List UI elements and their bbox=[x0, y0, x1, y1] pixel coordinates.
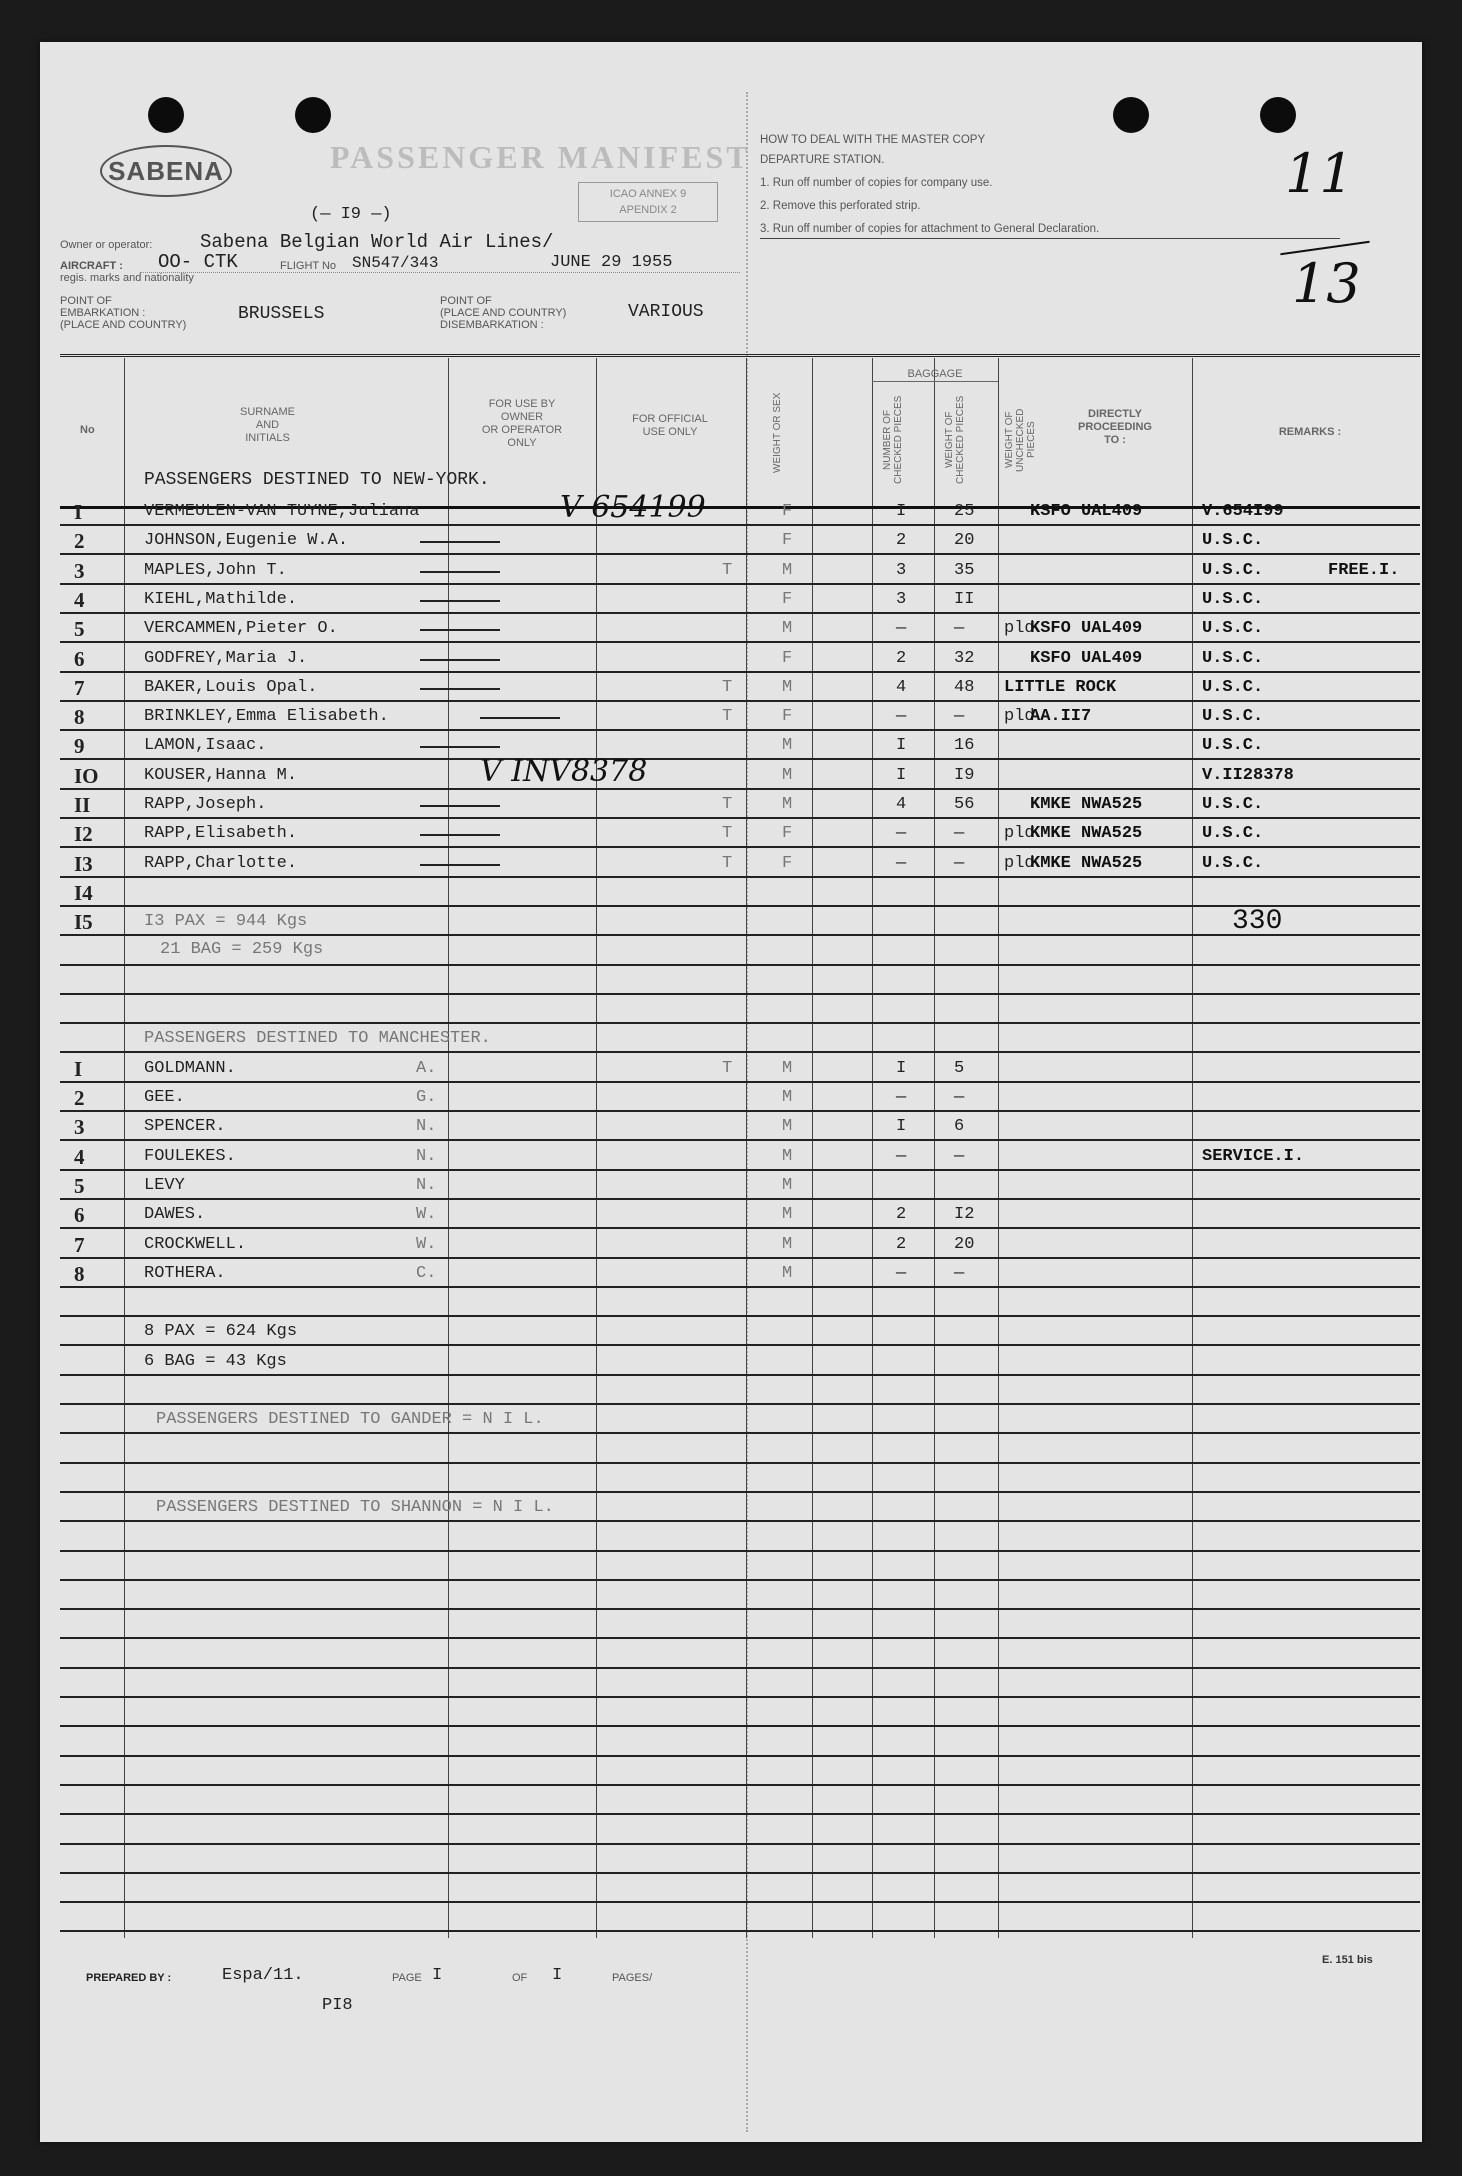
passenger-name: RAPP,Charlotte. bbox=[144, 853, 298, 873]
passenger-initial: N. bbox=[416, 1117, 437, 1137]
col-header-checked-weight: WEIGHT OF CHECKED PIECES bbox=[944, 395, 966, 485]
col-header-surname: SURNAME AND INITIALS bbox=[240, 406, 296, 444]
checked-pieces: 4 bbox=[896, 795, 907, 814]
disembark-label: POINT OF (PLACE AND COUNTRY) DISEMBARKATION : bbox=[440, 295, 567, 331]
checked-pieces: 2 bbox=[896, 531, 907, 551]
passenger-sex: F bbox=[782, 502, 793, 521]
passenger-name: I3 PAX = 944 Kgs bbox=[144, 912, 308, 932]
checked-pieces: — bbox=[896, 853, 907, 873]
checked-weight: — bbox=[954, 1146, 965, 1166]
remarks: U.S.C. bbox=[1202, 677, 1264, 697]
remarks: U.S.C. bbox=[1202, 648, 1264, 668]
form-title: PASSENGER MANIFEST bbox=[330, 139, 751, 175]
row-rule bbox=[60, 553, 1420, 555]
row-rule bbox=[60, 583, 1420, 585]
instruction-2: 2. Remove this perforated strip. bbox=[760, 200, 921, 212]
pen-stroke bbox=[420, 600, 500, 602]
checked-pieces: I bbox=[896, 765, 907, 785]
passenger-sex: M bbox=[782, 1146, 793, 1166]
row-number: 3 bbox=[74, 1115, 85, 1140]
pen-stroke bbox=[420, 834, 500, 836]
passenger-name: LAMON,Isaac. bbox=[144, 736, 267, 756]
row-rule bbox=[60, 934, 1420, 936]
aircraft-underline bbox=[140, 272, 740, 273]
pen-stroke bbox=[420, 629, 500, 631]
row-rule bbox=[60, 1901, 1420, 1903]
row-rule bbox=[60, 1637, 1420, 1639]
punch-hole-1 bbox=[148, 97, 184, 133]
passenger-sex: M bbox=[782, 619, 793, 639]
handwritten-page-total: 13 bbox=[1292, 252, 1361, 315]
proceeding-to: KSFO UAL409 bbox=[1030, 648, 1143, 668]
pen-stroke bbox=[420, 688, 500, 690]
remarks: V.II28378 bbox=[1202, 765, 1294, 785]
passenger-name: VERCAMMEN,Pieter O. bbox=[144, 619, 338, 639]
row-rule bbox=[60, 524, 1420, 526]
row-number: 2 bbox=[74, 529, 85, 554]
aircraft-label: AIRCRAFT : bbox=[60, 260, 123, 272]
checked-weight: II bbox=[954, 589, 975, 609]
checked-weight: 16 bbox=[954, 736, 975, 756]
checked-weight: — bbox=[954, 853, 965, 873]
row-number: I2 bbox=[74, 822, 93, 847]
passenger-sex: M bbox=[782, 1058, 793, 1078]
passenger-name: ROTHERA. bbox=[144, 1263, 226, 1283]
pen-stroke bbox=[420, 659, 500, 661]
bag-summary: 6 BAG = 43 Kgs bbox=[144, 1351, 287, 1371]
passenger-sex: F bbox=[782, 853, 793, 873]
passenger-sex: M bbox=[782, 1205, 793, 1225]
remarks: U.S.C. bbox=[1202, 707, 1264, 727]
prepared-label: PREPARED BY : bbox=[86, 1972, 172, 1984]
proceeding-to: KMKE NWA525 bbox=[1030, 853, 1143, 873]
proceeding-to: KMKE NWA525 bbox=[1030, 824, 1143, 844]
col-header-sex: WEIGHT OR SEX bbox=[772, 392, 783, 474]
row-rule bbox=[60, 612, 1420, 614]
passenger-sex: F bbox=[782, 707, 793, 727]
checked-weight: 6 bbox=[954, 1117, 965, 1137]
row-rule bbox=[60, 1520, 1420, 1522]
passenger-sex: M bbox=[782, 1117, 793, 1137]
col-line-pcs bbox=[872, 358, 873, 1938]
row-rule bbox=[60, 993, 1420, 995]
row-number: 5 bbox=[74, 1173, 85, 1198]
section3-heading: PASSENGERS DESTINED TO GANDER = N I L. bbox=[156, 1410, 544, 1430]
passenger-initial: W. bbox=[416, 1234, 437, 1254]
proceeding-to: LITTLE ROCK bbox=[1004, 677, 1117, 697]
embark-label: POINT OF EMBARKATION : (PLACE AND COUNTRY) bbox=[60, 295, 187, 331]
passenger-name: RAPP,Elisabeth. bbox=[144, 824, 298, 844]
row-rule bbox=[60, 1081, 1420, 1083]
transit-mark: T bbox=[722, 824, 733, 844]
passenger-name: FOULEKES. bbox=[144, 1146, 236, 1166]
instruction-divider bbox=[760, 238, 1340, 239]
passenger-sex: M bbox=[782, 795, 793, 814]
col-line-name bbox=[448, 358, 449, 1938]
unchecked-note: pld bbox=[1004, 853, 1035, 873]
passenger-name: KIEHL,Mathilde. bbox=[144, 589, 298, 609]
remarks: U.S.C. bbox=[1202, 853, 1264, 873]
transit-mark: T bbox=[722, 560, 733, 580]
row-number: 7 bbox=[74, 1232, 85, 1257]
pax-summary: 8 PAX = 624 Kgs bbox=[144, 1322, 298, 1342]
passenger-sex: M bbox=[782, 1175, 793, 1195]
checked-pieces: I bbox=[896, 502, 907, 521]
row-rule bbox=[60, 1843, 1420, 1845]
row-rule bbox=[60, 1725, 1420, 1727]
handwritten-visa-note: V 654199 bbox=[560, 490, 706, 525]
row-rule bbox=[60, 1198, 1420, 1200]
checked-pieces: — bbox=[896, 824, 907, 844]
passenger-sex: M bbox=[782, 1263, 793, 1283]
page-value: I bbox=[432, 1966, 443, 1985]
section4-heading: PASSENGERS DESTINED TO SHANNON = N I L. bbox=[156, 1498, 554, 1518]
col-line-sex bbox=[812, 358, 813, 1938]
passenger-initial: W. bbox=[416, 1205, 437, 1225]
pen-stroke bbox=[420, 571, 500, 573]
manifest-table bbox=[60, 358, 1420, 1938]
checked-pieces: — bbox=[896, 707, 907, 727]
passenger-sex: F bbox=[782, 589, 793, 609]
passenger-sex: M bbox=[782, 1234, 793, 1254]
unchecked-note: pld bbox=[1004, 824, 1035, 844]
proceeding-to: KSFO UAL409 bbox=[1030, 619, 1143, 639]
row-rule bbox=[60, 1257, 1420, 1259]
row-rule bbox=[60, 1169, 1420, 1171]
passenger-name: MAPLES,John T. bbox=[144, 560, 287, 580]
sabena-logo: SABENA bbox=[100, 145, 232, 197]
col-line-unc bbox=[998, 358, 999, 1938]
checked-weight: 20 bbox=[954, 531, 975, 551]
row-rule bbox=[60, 905, 1420, 907]
row-rule bbox=[60, 1051, 1420, 1053]
checked-pieces: — bbox=[896, 1263, 907, 1283]
row-rule bbox=[60, 1872, 1420, 1874]
row-number: 2 bbox=[74, 1086, 85, 1110]
checked-pieces: — bbox=[896, 1088, 907, 1107]
flight-date: JUNE 29 1955 bbox=[550, 253, 673, 272]
proceeding-to: KSFO UAL409 bbox=[1030, 502, 1143, 521]
checked-weight: 5 bbox=[954, 1058, 965, 1078]
proceeding-to: AA.II7 bbox=[1030, 707, 1092, 727]
passenger-name: GEE. bbox=[144, 1088, 185, 1107]
flight-label: FLIGHT No bbox=[280, 260, 337, 272]
col-header-remarks: REMARKS : bbox=[1278, 426, 1342, 438]
passenger-initial: C. bbox=[416, 1263, 437, 1283]
bag-summary: 21 BAG = 259 Kgs bbox=[160, 939, 324, 959]
passenger-initial: A. bbox=[416, 1058, 437, 1078]
passenger-sex: F bbox=[782, 648, 793, 668]
passenger-name: VERMEULEN-VAN TUYNE,Juliana bbox=[144, 502, 420, 521]
row-rule bbox=[60, 641, 1420, 643]
passenger-initial: N. bbox=[416, 1175, 437, 1195]
passenger-sex: M bbox=[782, 677, 793, 697]
row-rule bbox=[60, 1374, 1420, 1376]
passenger-initial: G. bbox=[416, 1088, 437, 1107]
col-header-official: FOR OFFICIAL USE ONLY bbox=[632, 413, 708, 438]
checked-pieces: 4 bbox=[896, 677, 907, 697]
row-rule bbox=[60, 671, 1420, 673]
col-header-unchecked-weight: WEIGHT OF UNCHECKED PIECES bbox=[1004, 408, 1037, 472]
of-label: OF bbox=[512, 1972, 528, 1984]
row-rule bbox=[60, 1930, 1420, 1932]
row-rule bbox=[60, 964, 1420, 966]
passenger-sex: M bbox=[782, 765, 793, 785]
form-code: E. 151 bis bbox=[1322, 1954, 1373, 1966]
remarks: U.S.C. bbox=[1202, 589, 1264, 609]
free-note: FREE.I. bbox=[1328, 560, 1400, 580]
section2-heading: PASSENGERS DESTINED TO MANCHESTER. bbox=[144, 1029, 491, 1049]
col-header-baggage: BAGGAGE bbox=[872, 368, 998, 382]
checked-pieces: 2 bbox=[896, 648, 907, 668]
row-number: 9 bbox=[74, 734, 85, 759]
transit-mark: T bbox=[722, 707, 733, 727]
punch-hole-3 bbox=[1113, 97, 1149, 133]
row-rule bbox=[60, 1696, 1420, 1698]
passenger-name: KOUSER,Hanna M. bbox=[144, 765, 298, 785]
row-number: I3 bbox=[74, 851, 93, 876]
row-rule bbox=[60, 788, 1420, 790]
checked-weight: — bbox=[954, 619, 965, 639]
pen-stroke bbox=[420, 864, 500, 866]
row-number: I bbox=[74, 1056, 83, 1081]
passenger-sex: M bbox=[782, 560, 793, 580]
aircraft-value: OO- CTK bbox=[158, 251, 238, 273]
checked-weight: 25 bbox=[954, 502, 975, 521]
unchecked-note: pld bbox=[1004, 707, 1035, 727]
row-rule bbox=[60, 1286, 1420, 1288]
proceeding-to: KMKE NWA525 bbox=[1030, 795, 1143, 814]
pages-label: PAGES/ bbox=[612, 1972, 653, 1984]
row-rule bbox=[60, 1667, 1420, 1669]
pen-stroke bbox=[480, 717, 560, 719]
footer-code: PI8 bbox=[322, 1996, 353, 2015]
checked-pieces: 3 bbox=[896, 560, 907, 580]
row-number: 4 bbox=[74, 1144, 85, 1169]
row-number: I5 bbox=[74, 910, 93, 935]
checked-weight: 32 bbox=[954, 648, 975, 668]
row-rule bbox=[60, 729, 1420, 731]
row-number: 6 bbox=[74, 646, 85, 671]
row-rule bbox=[60, 1550, 1420, 1552]
punch-hole-4 bbox=[1260, 97, 1296, 133]
instruction-heading: HOW TO DEAL WITH THE MASTER COPY bbox=[760, 134, 986, 146]
row-rule bbox=[60, 1315, 1420, 1317]
col-line-official bbox=[746, 358, 747, 1938]
row-number: IO bbox=[74, 763, 99, 788]
prepared-value: Espa/11. bbox=[222, 1966, 304, 1985]
row-number: 8 bbox=[74, 705, 85, 730]
unchecked-note: pld bbox=[1004, 619, 1035, 639]
row-rule bbox=[60, 1579, 1420, 1581]
of-value: I bbox=[552, 1966, 563, 1985]
passenger-name: BAKER,Louis Opal. bbox=[144, 677, 318, 697]
remarks: U.S.C. bbox=[1202, 560, 1264, 580]
row-rule bbox=[60, 700, 1420, 702]
checked-weight: 56 bbox=[954, 795, 975, 814]
owner-value: Sabena Belgian World Air Lines/ bbox=[200, 231, 554, 253]
checked-weight: — bbox=[954, 707, 965, 727]
page-label: PAGE bbox=[392, 1972, 422, 1984]
row-rule bbox=[60, 1022, 1420, 1024]
remarks: V.654I99 bbox=[1202, 502, 1284, 521]
row-rule bbox=[60, 1227, 1420, 1229]
row-number: 8 bbox=[74, 1261, 85, 1286]
remarks: U.S.C. bbox=[1202, 619, 1264, 639]
section1-heading: PASSENGERS DESTINED TO NEW-YORK. bbox=[144, 470, 490, 490]
checked-weight: I2 bbox=[954, 1205, 975, 1225]
row-rule bbox=[60, 1608, 1420, 1610]
row-rule bbox=[60, 876, 1420, 878]
row-rule bbox=[60, 1491, 1420, 1493]
passenger-name: BRINKLEY,Emma Elisabeth. bbox=[144, 707, 389, 727]
passenger-initial: N. bbox=[416, 1146, 437, 1166]
handwritten-page-number: 11 bbox=[1285, 142, 1354, 205]
transit-mark: T bbox=[722, 1058, 733, 1078]
row-number: 7 bbox=[74, 675, 85, 700]
passenger-sex: F bbox=[782, 531, 793, 551]
header-rule bbox=[60, 354, 1420, 357]
punch-hole-2 bbox=[295, 97, 331, 133]
icao-annex-box: ICAO ANNEX 9 APENDIX 2 bbox=[578, 182, 718, 222]
row-number: 4 bbox=[74, 587, 85, 612]
aircraft-sub-label: regis. marks and nationality bbox=[60, 272, 194, 284]
owner-label: Owner or operator: bbox=[60, 239, 153, 251]
row-number: I4 bbox=[74, 880, 93, 905]
checked-pieces: — bbox=[896, 1146, 907, 1166]
checked-weight: — bbox=[954, 1088, 965, 1107]
passenger-name: JOHNSON,Eugenie W.A. bbox=[144, 531, 349, 551]
remarks: 330 bbox=[1232, 906, 1283, 938]
row-rule bbox=[60, 817, 1420, 819]
checked-pieces: 3 bbox=[896, 589, 907, 609]
disembark-value: VARIOUS bbox=[628, 302, 704, 322]
passenger-name: LEVY bbox=[144, 1175, 185, 1195]
passenger-name: DAWES. bbox=[144, 1205, 206, 1225]
col-header-checked-number: NUMBER OF CHECKED PIECES bbox=[882, 395, 904, 485]
passenger-name: SPENCER. bbox=[144, 1117, 226, 1137]
remarks: U.S.C. bbox=[1202, 824, 1264, 844]
col-line-proceeding bbox=[1192, 358, 1193, 1938]
remarks: U.S.C. bbox=[1202, 736, 1264, 756]
row-rule bbox=[60, 846, 1420, 848]
col-line-no bbox=[124, 358, 125, 1938]
checked-weight: — bbox=[954, 824, 965, 844]
col-header-no: No bbox=[80, 424, 95, 436]
transit-mark: T bbox=[722, 853, 733, 873]
checked-weight: 20 bbox=[954, 1234, 975, 1254]
row-number: 3 bbox=[74, 558, 85, 583]
checked-weight: 48 bbox=[954, 677, 975, 697]
passenger-name: GOLDMANN. bbox=[144, 1058, 236, 1078]
row-rule bbox=[60, 1403, 1420, 1405]
checked-pieces: 2 bbox=[896, 1234, 907, 1254]
passenger-sex: F bbox=[782, 824, 793, 844]
col-header-proceeding: DIRECTLY PROCEEDING TO : bbox=[1078, 408, 1152, 446]
passenger-name: GODFREY,Maria J. bbox=[144, 648, 308, 668]
remarks: U.S.C. bbox=[1202, 531, 1264, 551]
passenger-sex: M bbox=[782, 1088, 793, 1107]
row-number: II bbox=[74, 793, 91, 817]
col-header-operator: FOR USE BY OWNER OR OPERATOR ONLY bbox=[481, 398, 563, 449]
page-mark: (— I9 —) bbox=[310, 205, 392, 224]
passenger-sex: M bbox=[782, 736, 793, 756]
transit-mark: T bbox=[722, 677, 733, 697]
col-line-operator bbox=[596, 358, 597, 1938]
row-number: 5 bbox=[74, 617, 85, 642]
flight-number: SN547/343 bbox=[352, 254, 439, 272]
checked-weight: 35 bbox=[954, 560, 975, 580]
checked-pieces: I bbox=[896, 736, 907, 756]
row-rule bbox=[60, 1432, 1420, 1434]
row-rule bbox=[60, 1755, 1420, 1757]
checked-weight: I9 bbox=[954, 765, 975, 785]
row-rule bbox=[60, 758, 1420, 760]
pen-stroke bbox=[420, 541, 500, 543]
row-number: I bbox=[74, 500, 83, 524]
pen-stroke bbox=[420, 746, 500, 748]
checked-pieces: I bbox=[896, 1058, 907, 1078]
passenger-name: RAPP,Joseph. bbox=[144, 795, 267, 814]
checked-pieces: 2 bbox=[896, 1205, 907, 1225]
remarks: U.S.C. bbox=[1202, 795, 1264, 814]
checked-weight: — bbox=[954, 1263, 965, 1283]
embark-value: BRUSSELS bbox=[238, 304, 325, 324]
instruction-3: 3. Run off number of copies for attachment to General Declaration. bbox=[760, 223, 1100, 235]
passenger-name: CROCKWELL. bbox=[144, 1234, 247, 1254]
col-line-wt bbox=[934, 358, 935, 1938]
row-rule bbox=[60, 1110, 1420, 1112]
row-rule bbox=[60, 1344, 1420, 1346]
transit-mark: T bbox=[722, 795, 733, 814]
row-number: 6 bbox=[74, 1203, 85, 1228]
checked-pieces: — bbox=[896, 619, 907, 639]
handwritten-visa-note: V INV8378 bbox=[480, 753, 648, 789]
row-rule bbox=[60, 1813, 1420, 1815]
instruction-station: DEPARTURE STATION. bbox=[760, 154, 885, 166]
row-rule bbox=[60, 1462, 1420, 1464]
instruction-1: 1. Run off number of copies for company use. bbox=[760, 177, 993, 189]
row-rule bbox=[60, 1139, 1420, 1141]
row-rule bbox=[60, 1784, 1420, 1786]
remarks: SERVICE.I. bbox=[1202, 1146, 1305, 1166]
checked-pieces: I bbox=[896, 1117, 907, 1137]
pen-stroke bbox=[420, 805, 500, 807]
